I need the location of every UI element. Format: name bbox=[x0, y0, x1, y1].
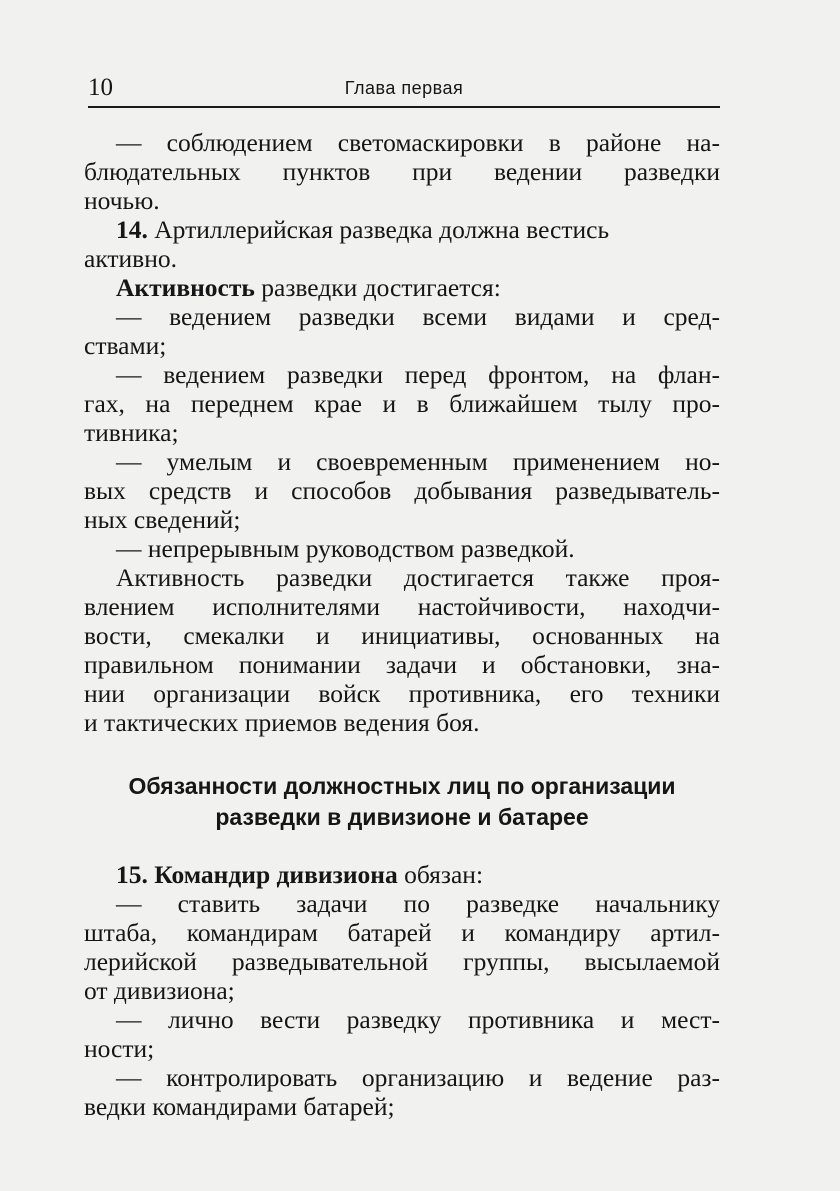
text-line: — ведением разведки перед фронтом, на флан- bbox=[116, 360, 720, 389]
text-line: гах, на переднем крае и в ближайшем тылу про- bbox=[84, 389, 720, 418]
text-line: — соблюдением светомаскировки в районе на- bbox=[116, 128, 720, 157]
text-line: влением исполнителями настойчивости, находчи- bbox=[84, 592, 720, 621]
text-line: Активность разведки достигается также проя- bbox=[116, 563, 720, 592]
text-line: активно. bbox=[84, 244, 177, 273]
text-line: — ставить задачи по разведке начальнику bbox=[116, 889, 720, 918]
text-line: правильном понимании задачи и обстановки, зна- bbox=[84, 650, 720, 679]
text-line: вых средств и способов добывания разведыватель- bbox=[84, 476, 720, 505]
section-heading: разведки в дивизионе и батарее bbox=[215, 804, 589, 830]
text-line: Активность разведки достигается: bbox=[116, 273, 501, 302]
text-line: штаба, командирам батарей и командиру артил- bbox=[84, 918, 720, 947]
text-line: — умелым и своевременным применением но- bbox=[116, 447, 720, 476]
text-line: — непрерывным руководством разведкой. bbox=[116, 534, 575, 563]
text-line: ствами; bbox=[84, 331, 167, 360]
text-line: 14. Артиллерийская разведка должна вестись bbox=[116, 215, 610, 244]
text-line: ности; bbox=[84, 1034, 155, 1063]
text-line: — ведением разведки всеми видами и сред- bbox=[116, 302, 720, 331]
text-line: 15. Командир дивизиона обязан: bbox=[116, 860, 484, 889]
text-line: ведки командирами батарей; bbox=[84, 1092, 395, 1121]
page-number: 10 bbox=[88, 74, 113, 101]
text-line: — контролировать организацию и ведение раз- bbox=[116, 1063, 720, 1092]
text-line: — лично вести разведку противника и мест- bbox=[116, 1005, 720, 1034]
section-heading: Обязанности должностных лиц по организации bbox=[128, 773, 676, 799]
text-line: нии организации войск противника, его техники bbox=[84, 679, 720, 708]
text-line: тивника; bbox=[84, 418, 179, 447]
text-line: ных сведений; bbox=[84, 505, 241, 534]
page-body bbox=[84, 128, 720, 1121]
text-line: вости, смекалки и инициативы, основанных на bbox=[84, 621, 720, 650]
page-header bbox=[88, 70, 720, 108]
text-line: ночью. bbox=[84, 186, 160, 215]
text-line: и тактических приемов ведения боя. bbox=[84, 708, 480, 737]
running-title: Глава первая bbox=[344, 78, 464, 98]
spacer bbox=[84, 737, 720, 771]
spacer bbox=[84, 833, 720, 860]
text-line: блюдательных пунктов при ведении разведки bbox=[84, 157, 720, 186]
text-line: от дивизиона; bbox=[84, 976, 235, 1005]
text-line: лерийской разведывательной группы, высылаемой bbox=[84, 947, 720, 976]
